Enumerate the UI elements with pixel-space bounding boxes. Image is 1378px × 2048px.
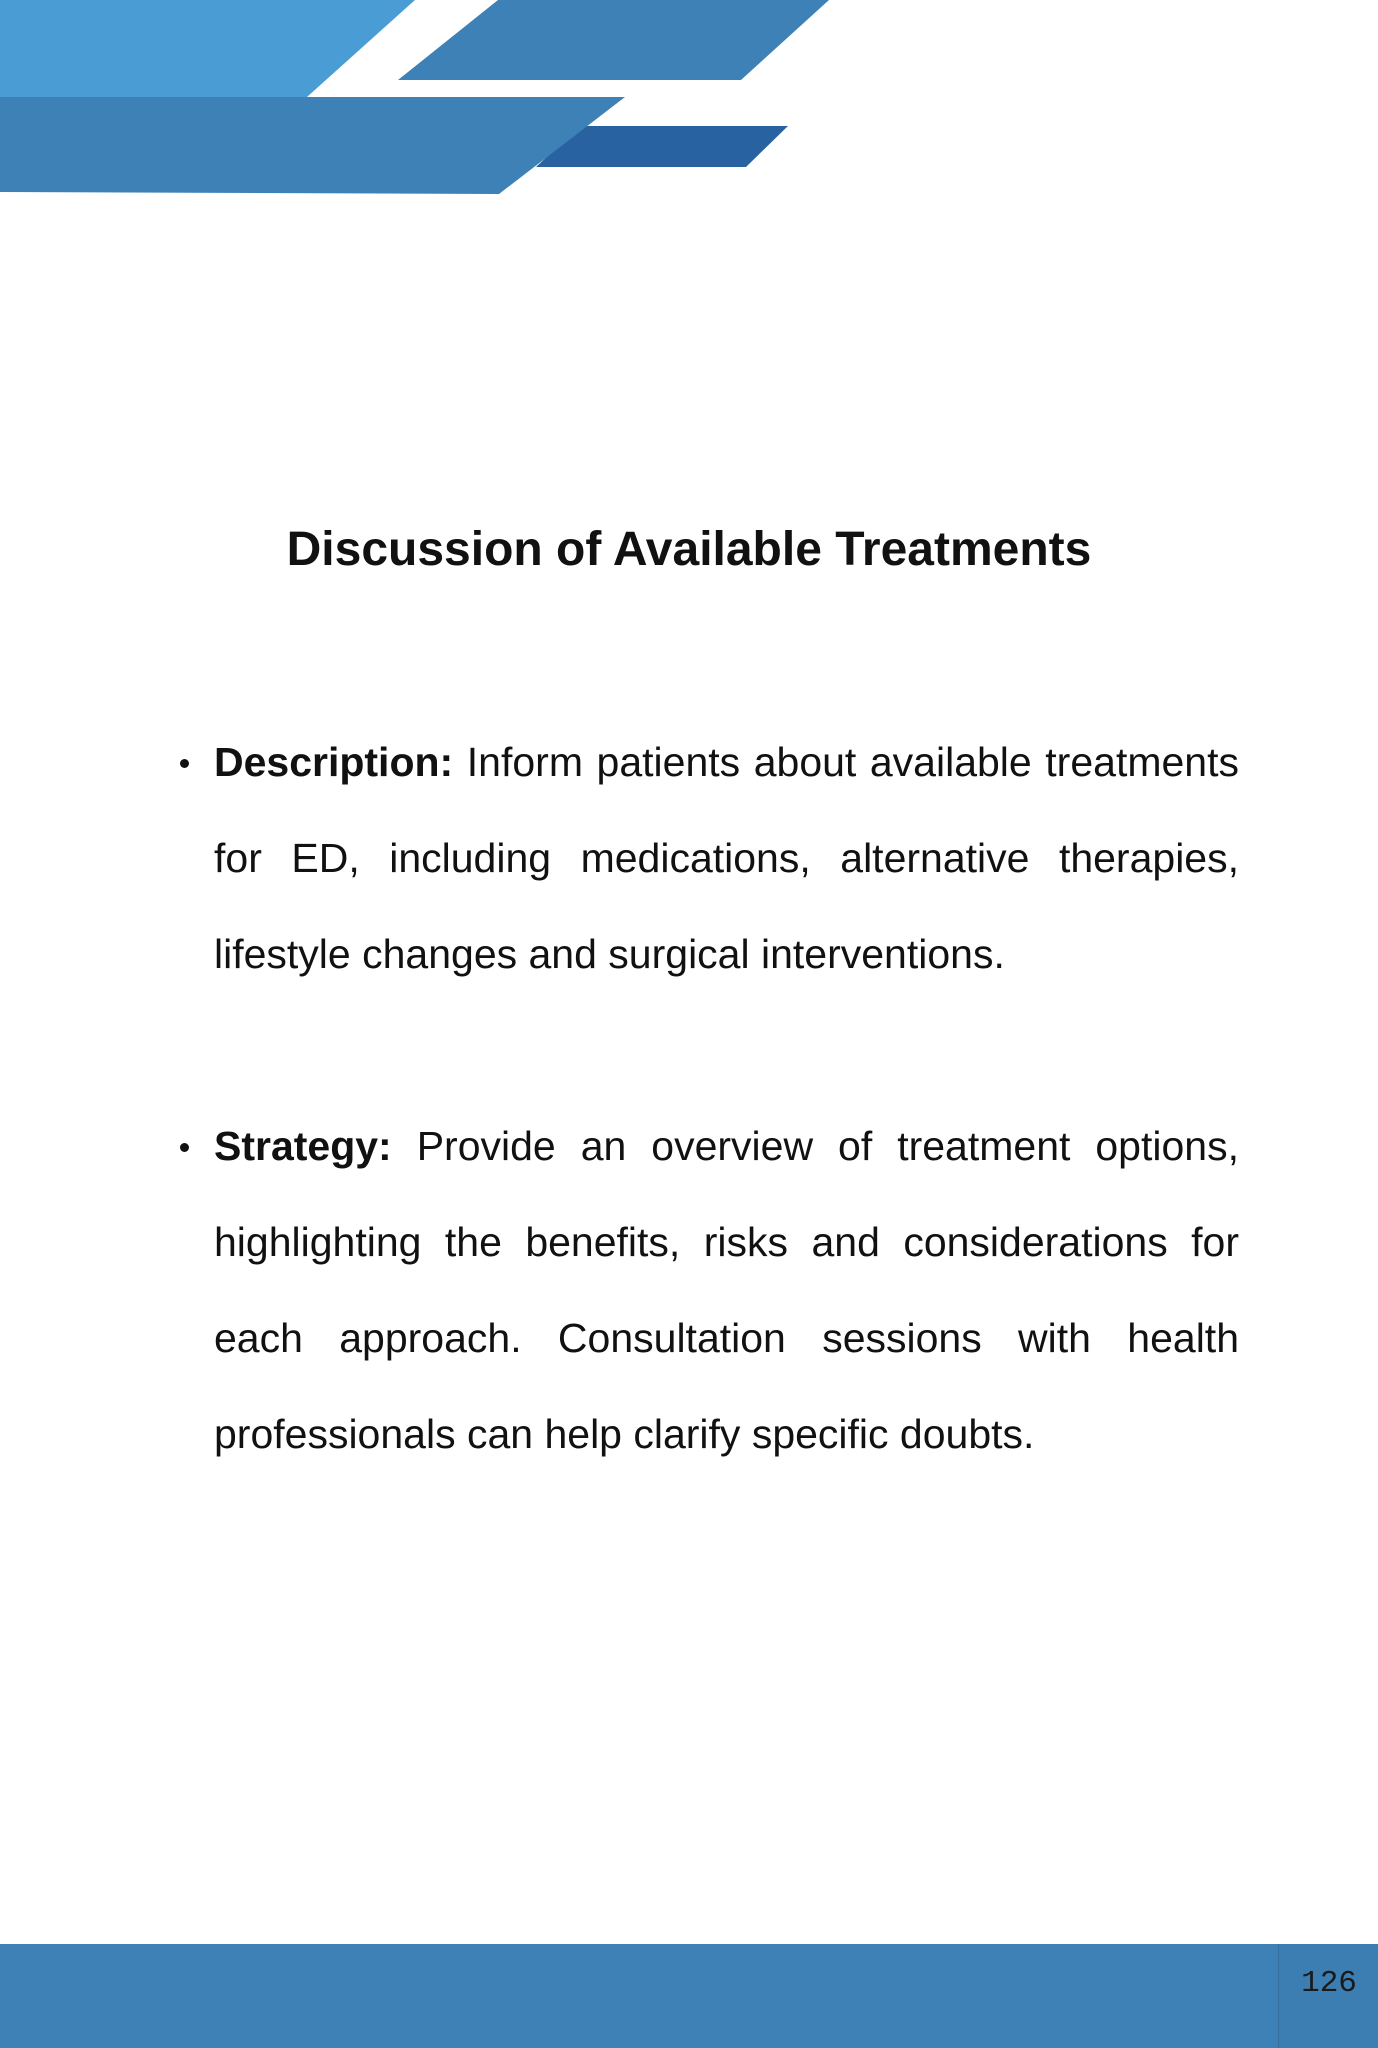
page-title: Discussion of Available Treatments xyxy=(286,523,1092,576)
list-item-description xyxy=(214,714,1239,1002)
page-number: 126 xyxy=(1301,1966,1357,2001)
header-decorative-bands xyxy=(0,0,1378,200)
bullet-list xyxy=(214,714,1239,1482)
bullet-icon xyxy=(180,759,189,768)
list-item-strategy xyxy=(214,1098,1239,1482)
bullet-icon xyxy=(180,1143,189,1152)
item-label: Strategy: xyxy=(214,1123,392,1169)
item-label: Description: xyxy=(214,739,454,785)
item-text: Inform patients about available treatments for ED, including medications, alternative therapies, lifestyle changes and surgical interventions. xyxy=(214,739,1239,977)
page-number-box xyxy=(1278,1944,1378,2048)
footer-bar xyxy=(0,1944,1378,2048)
band-top-right xyxy=(398,0,829,80)
band-main xyxy=(0,97,625,194)
band-light-blue xyxy=(0,0,415,97)
item-text: Provide an overview of treatment options, highlighting the benefits, risks and considerations for each approach. Consultation sessions with health professionals can help clarify specific doubts. xyxy=(214,1123,1239,1457)
